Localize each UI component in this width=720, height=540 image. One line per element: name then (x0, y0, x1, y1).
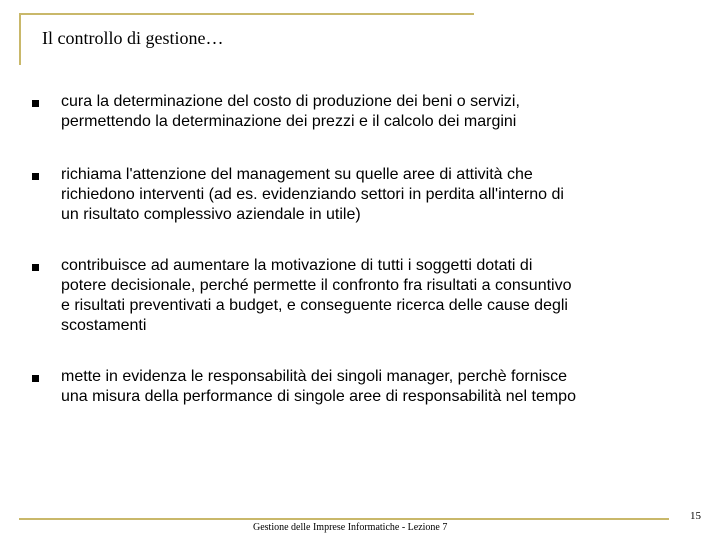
page-number: 15 (690, 510, 701, 522)
square-bullet-icon (32, 173, 39, 180)
bullet-text: richiama l'attenzione del management su quelle aree di attività che richiedono interventi (ad es. evidenziando settori in perdita all'interno di un risultato complessivo aziendale in utile) (61, 166, 564, 223)
footer-rule (19, 518, 669, 520)
square-bullet-icon (32, 264, 39, 271)
bullet-text: contribuisce ad aumentare la motivazione di tutti i soggetti dotati di potere decisionale, perché permette il confronto fra risultati a consuntivo e risultati preventivati a budget, e conseguente ricerca delle cause degli scostamenti (61, 257, 572, 334)
footer-text: Gestione delle Imprese Informatiche - Lezione 7 (253, 522, 448, 533)
square-bullet-icon (32, 100, 39, 107)
slide-title: Il controllo di gestione… (42, 28, 224, 48)
bullet-text: mette in evidenza le responsabilità dei singoli manager, perchè fornisce una misura della performance di singole aree di responsabilità nel tempo (61, 368, 576, 405)
title-rule-top (19, 13, 474, 15)
bullet-text: cura la determinazione del costo di produzione dei beni o servizi, permettendo la determinazione dei prezzi e il calcolo dei margini (61, 93, 520, 130)
square-bullet-icon (32, 375, 39, 382)
title-rule-left (19, 13, 21, 65)
